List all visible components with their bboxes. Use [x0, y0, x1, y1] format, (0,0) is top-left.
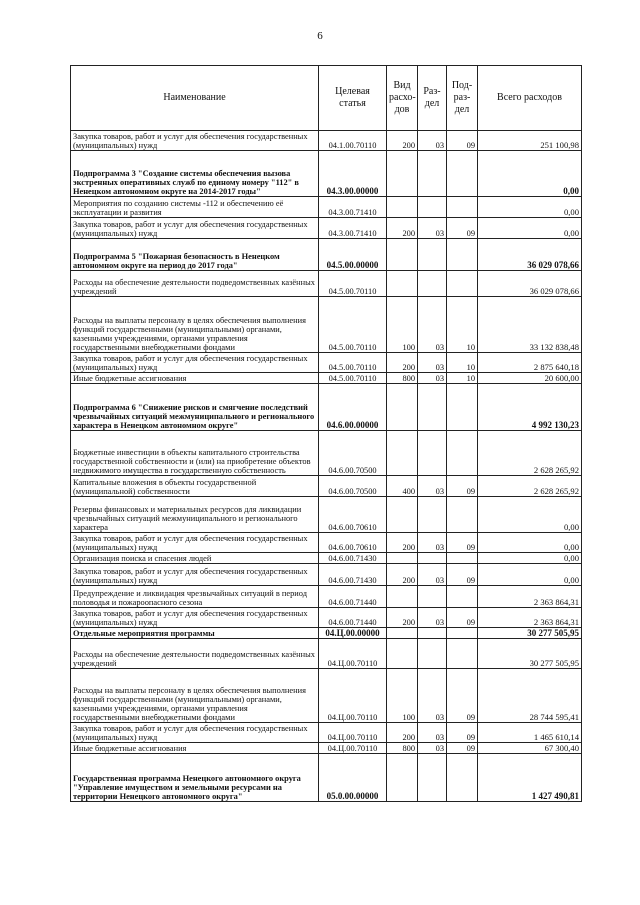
- table-row: [71, 353, 582, 373]
- row-section: 03: [418, 353, 447, 373]
- row-total: 0,00: [478, 533, 582, 553]
- budget-table: [70, 65, 582, 802]
- table-row: [71, 384, 582, 431]
- row-subsection: [447, 628, 478, 639]
- row-section: 03: [418, 297, 447, 353]
- row-target-code: 04.1.00.70110: [319, 131, 387, 151]
- row-subsection: 09: [447, 608, 478, 628]
- row-name: Подпрограмма 3 "Создание системы обеспечения вызова экстренных оперативных служб по единому номеру "112" в Ненецком автономном округе на 2014-2017 годы": [71, 151, 319, 197]
- row-subsection: 10: [447, 297, 478, 353]
- header-target: Целевая статья: [319, 66, 387, 131]
- row-kind: 200: [387, 723, 418, 743]
- row-name: Капитальные вложения в объекты государственной (муниципальной) собственности: [71, 476, 319, 497]
- row-target-code: 04.3.00.71410: [319, 218, 387, 239]
- table-row: [71, 297, 582, 353]
- table-row: [71, 497, 582, 533]
- row-subsection: [447, 271, 478, 297]
- row-name: Предупреждение и ликвидация чрезвычайных ситуаций в период половодья и пожароопасного сезона: [71, 586, 319, 608]
- row-target-code: 05.0.00.00000: [319, 754, 387, 802]
- row-kind: 100: [387, 669, 418, 723]
- row-target-code: 04.5.00.00000: [319, 239, 387, 271]
- header-kind: Вид расхо-дов: [387, 66, 418, 131]
- row-target-code: 04.3.00.71410: [319, 197, 387, 218]
- row-total: 0,00: [478, 218, 582, 239]
- row-section: [418, 639, 447, 669]
- row-subsection: 09: [447, 743, 478, 754]
- row-subsection: [447, 754, 478, 802]
- row-section: 03: [418, 723, 447, 743]
- row-name: Мероприятия по созданию системы -112 и обеспечению её эксплуатации и развития: [71, 197, 319, 218]
- row-name: Расходы на выплаты персоналу в целях обеспечения выполнения функций государственными (муниципальными) органами, казенными учреждениями, органами управления государственными внебюджетными фондами: [71, 297, 319, 353]
- row-section: 03: [418, 373, 447, 384]
- row-name: Расходы на обеспечение деятельности подведомственных казённых учреждений: [71, 271, 319, 297]
- table-row: [71, 564, 582, 586]
- row-kind: [387, 553, 418, 564]
- row-section: [418, 151, 447, 197]
- table-row: [71, 431, 582, 476]
- row-target-code: 04.5.00.70110: [319, 353, 387, 373]
- row-total: 0,00: [478, 564, 582, 586]
- row-target-code: 04.Ц.00.70110: [319, 669, 387, 723]
- row-subsection: 09: [447, 476, 478, 497]
- row-subsection: 09: [447, 564, 478, 586]
- row-name: Закупка товаров, работ и услуг для обеспечения государственных (муниципальных) нужд: [71, 131, 319, 151]
- table-row: [71, 553, 582, 564]
- row-name: Закупка товаров, работ и услуг для обеспечения государственных (муниципальных) нужд: [71, 218, 319, 239]
- row-section: [418, 271, 447, 297]
- row-subsection: 10: [447, 353, 478, 373]
- row-subsection: [447, 384, 478, 431]
- row-total: 2 628 265,92: [478, 476, 582, 497]
- row-kind: [387, 384, 418, 431]
- row-total: 36 029 078,66: [478, 239, 582, 271]
- row-total: 1 427 490,81: [478, 754, 582, 802]
- row-subsection: [447, 497, 478, 533]
- row-kind: [387, 754, 418, 802]
- table-row: [71, 239, 582, 271]
- row-subsection: [447, 151, 478, 197]
- page-number: 6: [317, 30, 323, 42]
- row-kind: 200: [387, 218, 418, 239]
- row-total: 0,00: [478, 497, 582, 533]
- row-target-code: 04.5.00.70110: [319, 297, 387, 353]
- row-kind: [387, 586, 418, 608]
- row-total: 251 100,98: [478, 131, 582, 151]
- row-kind: 800: [387, 743, 418, 754]
- row-kind: 200: [387, 131, 418, 151]
- row-target-code: 04.6.00.71430: [319, 553, 387, 564]
- row-name: Закупка товаров, работ и услуг для обеспечения государственных (муниципальных) нужд: [71, 353, 319, 373]
- row-target-code: 04.6.00.70500: [319, 431, 387, 476]
- table-header-row: [71, 66, 582, 131]
- row-total: 0,00: [478, 151, 582, 197]
- row-subsection: [447, 431, 478, 476]
- row-subsection: [447, 586, 478, 608]
- row-target-code: 04.6.00.70610: [319, 533, 387, 553]
- row-target-code: 04.Ц.00.70110: [319, 743, 387, 754]
- row-name: Резервы финансовых и материальных ресурсов для ликвидации чрезвычайных ситуаций межмуниципального и регионального характера: [71, 497, 319, 533]
- row-kind: 800: [387, 373, 418, 384]
- table-row: [71, 608, 582, 628]
- row-name: Расходы на обеспечение деятельности подведомственных казённых учреждений: [71, 639, 319, 669]
- row-name: Иные бюджетные ассигнования: [71, 373, 319, 384]
- table-row: [71, 131, 582, 151]
- row-section: [418, 628, 447, 639]
- row-kind: [387, 197, 418, 218]
- table-row: [71, 723, 582, 743]
- row-target-code: 04.5.00.70110: [319, 373, 387, 384]
- table-row: [71, 628, 582, 639]
- row-total: 2 875 640,18: [478, 353, 582, 373]
- row-target-code: 04.6.00.71430: [319, 564, 387, 586]
- row-name: Иные бюджетные ассигнования: [71, 743, 319, 754]
- row-subsection: 10: [447, 373, 478, 384]
- row-kind: [387, 151, 418, 197]
- row-total: 28 744 595,41: [478, 669, 582, 723]
- row-section: 03: [418, 218, 447, 239]
- row-subsection: [447, 553, 478, 564]
- row-kind: [387, 239, 418, 271]
- row-total: 20 600,00: [478, 373, 582, 384]
- table-row: [71, 754, 582, 802]
- row-name: Бюджетные инвестиции в объекты капитального строительства государственной собственности и (или) на приобретение объектов недвижимого имущества в государственную собственность: [71, 431, 319, 476]
- row-total: 0,00: [478, 197, 582, 218]
- row-kind: 200: [387, 608, 418, 628]
- row-section: 03: [418, 743, 447, 754]
- row-subsection: [447, 197, 478, 218]
- row-kind: 200: [387, 533, 418, 553]
- table-row: [71, 373, 582, 384]
- row-total: 30 277 505,95: [478, 628, 582, 639]
- row-kind: 200: [387, 564, 418, 586]
- row-subsection: 09: [447, 218, 478, 239]
- row-kind: 100: [387, 297, 418, 353]
- row-name: Закупка товаров, работ и услуг для обеспечения государственных (муниципальных) нужд: [71, 564, 319, 586]
- row-section: [418, 553, 447, 564]
- row-target-code: 04.6.00.71440: [319, 586, 387, 608]
- row-total: 36 029 078,66: [478, 271, 582, 297]
- row-total: 4 992 130,23: [478, 384, 582, 431]
- row-subsection: 09: [447, 723, 478, 743]
- row-total: 67 300,40: [478, 743, 582, 754]
- row-section: [418, 497, 447, 533]
- row-total: 2 628 265,92: [478, 431, 582, 476]
- row-name: Закупка товаров, работ и услуг для обеспечения государственных (муниципальных) нужд: [71, 533, 319, 553]
- table-row: [71, 533, 582, 553]
- row-name: Подпрограмма 5 "Пожарная безопасность в Ненецком автономном округе на период до 2017 года": [71, 239, 319, 271]
- row-total: 30 277 505,95: [478, 639, 582, 669]
- row-name: Государственная программа Ненецкого автономного округа "Управление имуществом и земельными ресурсами на территории Ненецкого автономного округа": [71, 754, 319, 802]
- row-target-code: 04.Ц.00.70110: [319, 723, 387, 743]
- row-section: 03: [418, 131, 447, 151]
- row-section: [418, 431, 447, 476]
- row-name: Закупка товаров, работ и услуг для обеспечения государственных (муниципальных) нужд: [71, 723, 319, 743]
- row-target-code: 04.3.00.00000: [319, 151, 387, 197]
- row-name: Закупка товаров, работ и услуг для обеспечения государственных (муниципальных) нужд: [71, 608, 319, 628]
- table-row: [71, 639, 582, 669]
- header-name: Наименование: [71, 66, 319, 131]
- row-kind: [387, 639, 418, 669]
- row-total: 0,00: [478, 553, 582, 564]
- row-subsection: 09: [447, 533, 478, 553]
- row-target-code: 04.Ц.00.70110: [319, 639, 387, 669]
- row-target-code: 04.6.00.71440: [319, 608, 387, 628]
- row-kind: [387, 497, 418, 533]
- table-row: [71, 218, 582, 239]
- row-target-code: 04.6.00.70500: [319, 476, 387, 497]
- row-name: Расходы на выплаты персоналу в целях обеспечения выполнения функций государственными (муниципальными) органами, казенными учреждениями, органами управления государственными внебюджетными фондами: [71, 669, 319, 723]
- table-row: [71, 151, 582, 197]
- row-subsection: 09: [447, 669, 478, 723]
- table-row: [71, 476, 582, 497]
- row-kind: 400: [387, 476, 418, 497]
- header-section: Раз-дел: [418, 66, 447, 131]
- header-subsection: Под-раз-дел: [447, 66, 478, 131]
- row-total: 1 465 610,14: [478, 723, 582, 743]
- row-target-code: 04.6.00.00000: [319, 384, 387, 431]
- row-target-code: 04.5.00.70110: [319, 271, 387, 297]
- row-section: 03: [418, 669, 447, 723]
- row-kind: 200: [387, 353, 418, 373]
- row-subsection: [447, 639, 478, 669]
- row-total: 2 363 864,31: [478, 608, 582, 628]
- row-subsection: 09: [447, 131, 478, 151]
- row-section: [418, 197, 447, 218]
- row-section: [418, 754, 447, 802]
- table-row: [71, 271, 582, 297]
- row-section: [418, 239, 447, 271]
- row-total: 2 363 864,31: [478, 586, 582, 608]
- row-section: 03: [418, 533, 447, 553]
- row-section: 03: [418, 476, 447, 497]
- row-target-code: 04.6.00.70610: [319, 497, 387, 533]
- table-row: [71, 743, 582, 754]
- row-section: [418, 586, 447, 608]
- row-name: Подпрограмма 6 "Снижение рисков и смягчение последствий чрезвычайных ситуаций межмуниципального и регионального характера в Ненецком автономном округе": [71, 384, 319, 431]
- row-section: [418, 384, 447, 431]
- row-total: 33 132 838,48: [478, 297, 582, 353]
- row-section: 03: [418, 564, 447, 586]
- row-kind: [387, 431, 418, 476]
- row-target-code: 04.Ц.00.00000: [319, 628, 387, 639]
- table-row: [71, 197, 582, 218]
- row-name: Отдельные мероприятия программы: [71, 628, 319, 639]
- row-subsection: [447, 239, 478, 271]
- row-section: 03: [418, 608, 447, 628]
- table-row: [71, 586, 582, 608]
- row-kind: [387, 271, 418, 297]
- header-total: Всего расходов: [478, 66, 582, 131]
- row-name: Организация поиска и спасения людей: [71, 553, 319, 564]
- table-row: [71, 669, 582, 723]
- row-kind: [387, 628, 418, 639]
